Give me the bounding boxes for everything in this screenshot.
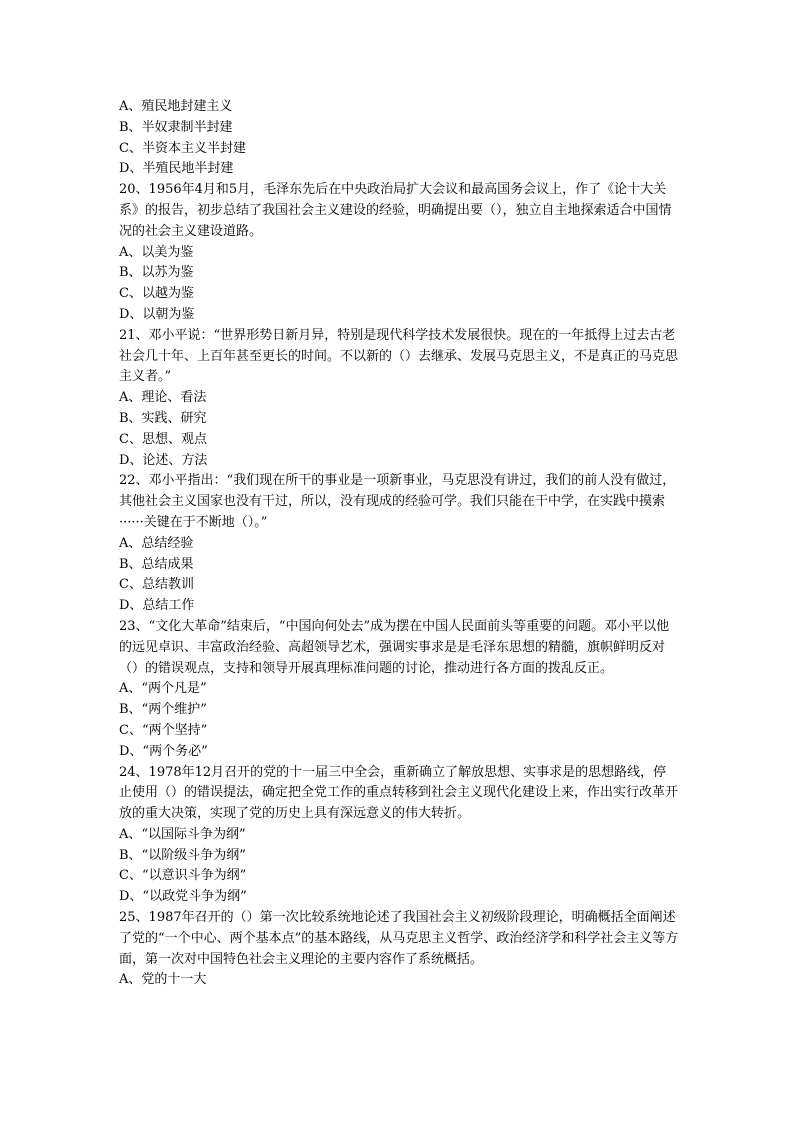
q19-option-b: B、半奴隶制半封建 (119, 119, 233, 135)
q24-option-d: D、“以政党斗争为纲” (119, 889, 247, 905)
q19-option-d: D、半殖民地半封建 (119, 161, 234, 177)
q22-option-a: A、总结经验 (119, 535, 194, 551)
q21-option-c: C、思想、观点 (119, 431, 207, 447)
q19-option-c: C、半资本主义半封建 (119, 140, 246, 156)
q23-option-a: A、“两个凡是” (119, 681, 207, 697)
q25-option-a: A、党的十一大 (119, 972, 207, 988)
q23-option-d: D、“两个务必” (119, 743, 208, 759)
q22-option-b: B、总结成果 (119, 556, 194, 572)
q21-option-d: D、论述、方法 (119, 452, 208, 468)
q24-option-c: C、“以意识斗争为纲” (119, 868, 247, 884)
q23-question: 23、“文化大革命”结束后，“中国向何处去”成为摆在中国人民面前头等重要的问题。邓小平以他的远见卓识、丰富政治经验、高超领导艺术，强调实事求是是毛泽东思想的精髓，旗帜鲜明反对（）的错误观点，支持和领导开展真理标准问题的讨论，推动进行各方面的拨乱反正。 (119, 618, 670, 676)
q23-option-b: B、“两个维护” (119, 702, 207, 718)
q21-option-b: B、实践、研究 (119, 410, 207, 426)
q19-option-a: A、殖民地封建主义 (119, 99, 233, 114)
q20-option-b: B、以苏为鉴 (119, 265, 194, 281)
q20-option-d: D、以朝为鉴 (119, 306, 195, 322)
q20-option-a: A、以美为鉴 (119, 244, 194, 260)
q22-option-c: C、总结教训 (119, 577, 194, 593)
q24-option-b: B、“以阶级斗争为纲” (119, 847, 246, 863)
q25-question: 25、1987年召开的（）第一次比较系统地论述了我国社会主义初级阶段理论，明确概括全面阐述了党的“一个中心、两个基本点”的基本路线，从马克思主义哲学、政治经济学和科学社会主义等方面，第一次对中国特色社会主义理论的主要内容作了系统概括。 (119, 910, 679, 967)
q20-option-c: C、以越为鉴 (119, 286, 194, 302)
q24-option-a: A、“以国际斗争为纲” (119, 826, 246, 842)
q21-option-a: A、理论、看法 (119, 390, 207, 406)
q22-option-d: D、总结工作 (119, 598, 195, 614)
q21-question: 21、邓小平说：“世界形势日新月异，特别是现代科学技术发展很快。现在的一年抵得上过去古老社会几十年、上百年甚至更长的时间。不以新的（）去继承、发展马克思主义，不是真正的马克思主义者。” (119, 327, 679, 385)
document-page (119, 97, 679, 991)
q23-option-c: C、“两个坚持” (119, 722, 208, 738)
q24-question: 24、1978年12月召开的党的十一届三中全会，重新确立了解放思想、实事求是的思想路线，停止使用（）的错误提法，确定把全党工作的重点转移到社会主义现代化建设上来，作出实行改革开放的重大决策，实现了党的历史上具有深远意义的伟大转折。 (119, 764, 679, 822)
q22-question: 22、邓小平指出：“我们现在所干的事业是一项新事业，马克思没有讲过，我们的前人没有做过，其他社会主义国家也没有干过，所以，没有现成的经验可学。我们只能在干中学，在实践中摸索······关键在于不断地（）。” (119, 473, 676, 530)
q20-question: 20、1956年4月和5月，毛泽东先后在中央政治局扩大会议和最高国务会议上，作了《论十大关系》的报告，初步总结了我国社会主义建设的经验，明确提出要（），独立自主地探索适合中国情况的社会主义建设道路。 (119, 182, 672, 239)
